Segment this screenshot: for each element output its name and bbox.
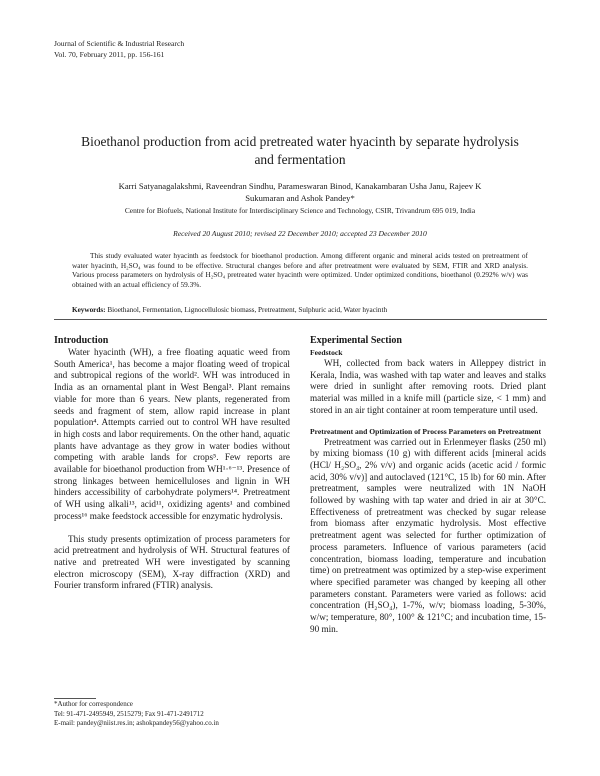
experimental-heading: Experimental Section (310, 335, 402, 346)
keywords (72, 306, 528, 316)
keywords-label: Keywords: (72, 306, 106, 314)
author-list: Karri Satyanagalakshmi, Raveendran Sindhu, Parameswaran Binod, Kanakambaran Usha Janu, Rajeev K Sukumaran and Ashok Pandey* (118, 181, 482, 203)
footnote-divider (54, 698, 96, 699)
feedstock-paragraph: WH, collected from back waters in Alleppey district in Kerala, India, was washed with tap water and leaves and stalks were dried in sunlight after removing roots. Dried plant material was milled in a knife mill (particle size, < 1 mm) and stored in an air tight container at room temperature until used. (310, 358, 546, 415)
footnote-author: *Author for correspondence (54, 700, 133, 708)
footnote-email: E-mail: pandey@niist.res.in; ashokpandey56@yahoo.co.in (54, 719, 219, 728)
right-column (310, 334, 546, 635)
introduction-heading: Introduction (54, 335, 109, 346)
paper-title: Bioethanol production from acid pretreated water hyacinth by separate hydrolysis and fermentation (81, 134, 519, 167)
pretreatment-paragraph: Pretreatment was carried out in Erlenmeyer flasks (250 ml) by mixing biomass (10 g) with different acids [mineral acids (HCl/ H₂SO₄, 2% v/v) and organic acids (acetic acid / formic acid, 30% v/v)] and autoclaved (121°C, 15 lb) for 60 min. After pretreatment, samples were neutralized with 1N NaOH followed by washing with tap water and dried in air at 30°C. Effectiveness of pretreatment was checked by sugar release from biomass after enzymatic hydrolysis. Most effective pretreatment agent was selected for further optimization of process parameters. Influence of various parameters (acid concentration, biomass loading, temperature and incubation time) on pretreatment was optimized by a step-wise experiment where specified parameter was changed by keeping all other parameters constant. Parameters were varied as follows: acid concentration (H₂SO₄), 1-7%, w/v; biomass loading, 5-30%, w/w; temperature, 80°, 100° & 121°C; and incubation time, 15-90 min. (310, 436, 546, 634)
keywords-text: Bioethanol, Fermentation, Lignocellulosic biomass, Pretreatment, Sulphuric acid, Water hyacinth (107, 306, 388, 314)
pretreatment-heading: Pretreatment and Optimization of Process Parameters on Pretreatment (310, 426, 542, 436)
abstract (72, 251, 528, 290)
footnotes (54, 700, 294, 729)
divider (54, 319, 547, 320)
journal-volume: Vol. 70, February 2011, pp. 156-161 (54, 49, 165, 59)
left-column (54, 334, 290, 592)
journal-header (54, 39, 184, 60)
introduction-paragraph-2: This study presents optimization of process parameters for acid pretreatment and hydrolysis of WH. Structural features of native and pretreated WH were investigated by scanning electron microscopy (SEM), X-ray diffraction (XRD) and Fourier transform infrared (FTIR) analysis. (54, 533, 290, 591)
affiliation: Centre for Biofuels, National Institute for Interdisciplinary Science and Technology, CSIR, Trivandrum 695 019, India (124, 206, 476, 215)
feedstock-heading: Feedstock (310, 348, 343, 357)
introduction-paragraph-1: Water hyacinth (WH), a free floating aquatic weed from South America¹, has become a major floating weed of tropical and subtropical regions of the world². WH was introduced in India as an ornamental plant in West Bengal³. Plant remains viable for more than 6 years. New plants, regenerated from seeds and fragment of stem, allow rapid increase in plant population⁴. Attempts carried out to control WH have resulted in high costs and labor requirements. On the other hand, aquatic plants have advantage as they grow in water bodies without competing with arable lands for crops⁵. Few reports are available for bioethanol production from WH¹·⁶⁻¹³. Presence of strong linkages between hemicelluloses and lignin in WH hinders accessibility of carbohydrate polymers¹⁴. Pretreatment of WH using alkali¹³, acid¹¹, oxidizing agents¹ and combined process¹⁶ make feedstock accessible for enzymatic hydrolysis. (54, 347, 290, 521)
footnote-phone: Tel: 91-471-2495949, 2515279; Fax 91-471-2491712 (54, 709, 204, 718)
abstract-text: This study evaluated water hyacinth as feedstock for bioethanol production. Among different organic and mineral acids tested on pretreatment of water hyacinth, H₂SO₄ was found to be effective. Structural changes before and after pretreatment were evaluated by SEM, FTIR and XRD analysis. Various process parameters on hydrolysis of H₂SO₄ pretreated water hyacinth were optimized. Under optimized conditions, bioethanol (0.292% w/v) was obtained with an actual efficiency of 59.3%. (72, 251, 528, 290)
received-dates: Received 20 August 2010; revised 22 December 2010; accepted 23 December 2010 (173, 229, 427, 238)
journal-name: Journal of Scientific & Industrial Research (54, 39, 185, 48)
